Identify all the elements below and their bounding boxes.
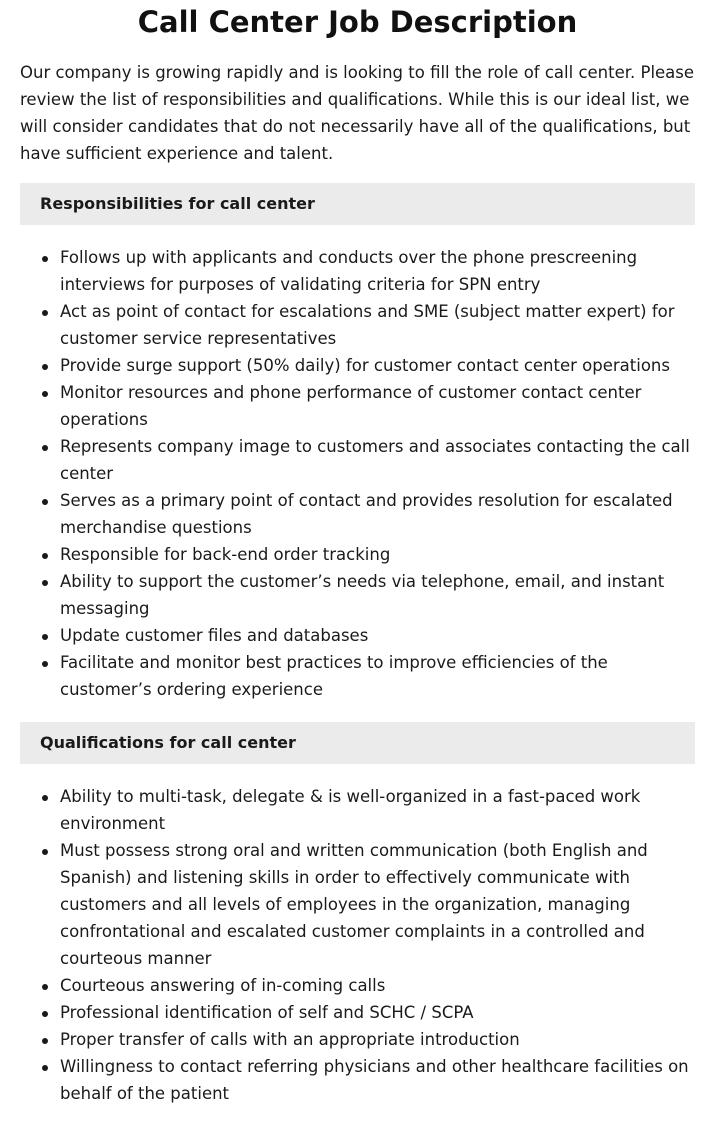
list-item	[20, 1053, 700, 1107]
list-item	[20, 298, 700, 352]
bullet-icon	[42, 1065, 48, 1071]
bullet-icon	[42, 795, 48, 801]
responsibilities-heading: Responsibilities for call center	[20, 183, 695, 225]
list-item-text: Must possess strong oral and written communication (both English and Spanish) and listening skills in order to effectively communicate with customers and all levels of employees in the organization, managing confrontational and escalated customer complaints in a controlled and courteous manner	[60, 841, 648, 968]
list-item-text: Update customer files and databases	[60, 626, 369, 645]
list-item	[20, 352, 700, 379]
bullet-icon	[42, 1011, 48, 1017]
qualifications-heading: Qualifications for call center	[20, 722, 695, 764]
bullet-icon	[42, 499, 48, 505]
list-item-text: Ability to support the customer’s needs via telephone, email, and instant messaging	[60, 572, 665, 618]
list-item-text: Represents company image to customers and associates contacting the call center	[60, 437, 690, 483]
list-item	[20, 837, 700, 972]
bullet-icon	[42, 391, 48, 397]
bullet-icon	[42, 553, 48, 559]
bullet-icon	[42, 849, 48, 855]
list-item-text: Facilitate and monitor best practices to improve efficiencies of the customer’s ordering experience	[60, 653, 608, 699]
list-item-text: Provide surge support (50% daily) for customer contact center operations	[60, 356, 670, 375]
list-item	[20, 783, 700, 837]
bullet-icon	[42, 364, 48, 370]
list-item-text: Courteous answering of in-coming calls	[60, 976, 386, 995]
intro-paragraph: Our company is growing rapidly and is looking to fill the role of call center. Please review the list of responsibilities and qualifications. While this is our ideal list, we will consider candidates that do not necessarily have all of the qualifications, but have sufficient experience and talent.	[20, 63, 695, 163]
list-item-text: Act as point of contact for escalations and SME (subject matter expert) for customer service representatives	[60, 302, 675, 348]
bullet-icon	[42, 445, 48, 451]
list-item	[20, 568, 700, 622]
list-item-text: Professional identification of self and SCHC / SCPA	[60, 1003, 474, 1022]
list-item-text: Responsible for back-end order tracking	[60, 545, 391, 564]
bullet-icon	[42, 661, 48, 667]
bullet-icon	[42, 984, 48, 990]
list-item-text: Willingness to contact referring physicians and other healthcare facilities on behalf of the patient	[60, 1057, 689, 1103]
list-item	[20, 1026, 700, 1053]
bullet-icon	[42, 1038, 48, 1044]
list-item	[20, 649, 700, 703]
list-item	[20, 541, 700, 568]
list-item-text: Proper transfer of calls with an appropriate introduction	[60, 1030, 520, 1049]
responsibilities-list	[20, 244, 700, 703]
qualifications-list	[20, 783, 700, 1107]
bullet-icon	[42, 310, 48, 316]
list-item	[20, 379, 700, 433]
bullet-icon	[42, 634, 48, 640]
bullet-icon	[42, 580, 48, 586]
list-item	[20, 972, 700, 999]
page-title: Call Center Job Description	[137, 5, 578, 39]
list-item-text: Ability to multi-task, delegate & is well-organized in a fast-paced work environment	[60, 787, 641, 833]
list-item	[20, 244, 700, 298]
list-item-text: Follows up with applicants and conducts over the phone prescreening interviews for purposes of validating criteria for SPN entry	[60, 248, 638, 294]
list-item	[20, 622, 700, 649]
list-item-text: Serves as a primary point of contact and provides resolution for escalated merchandise questions	[60, 491, 673, 537]
list-item	[20, 433, 700, 487]
bullet-icon	[42, 256, 48, 262]
list-item	[20, 999, 700, 1026]
list-item	[20, 487, 700, 541]
list-item-text: Monitor resources and phone performance of customer contact center operations	[60, 383, 642, 429]
